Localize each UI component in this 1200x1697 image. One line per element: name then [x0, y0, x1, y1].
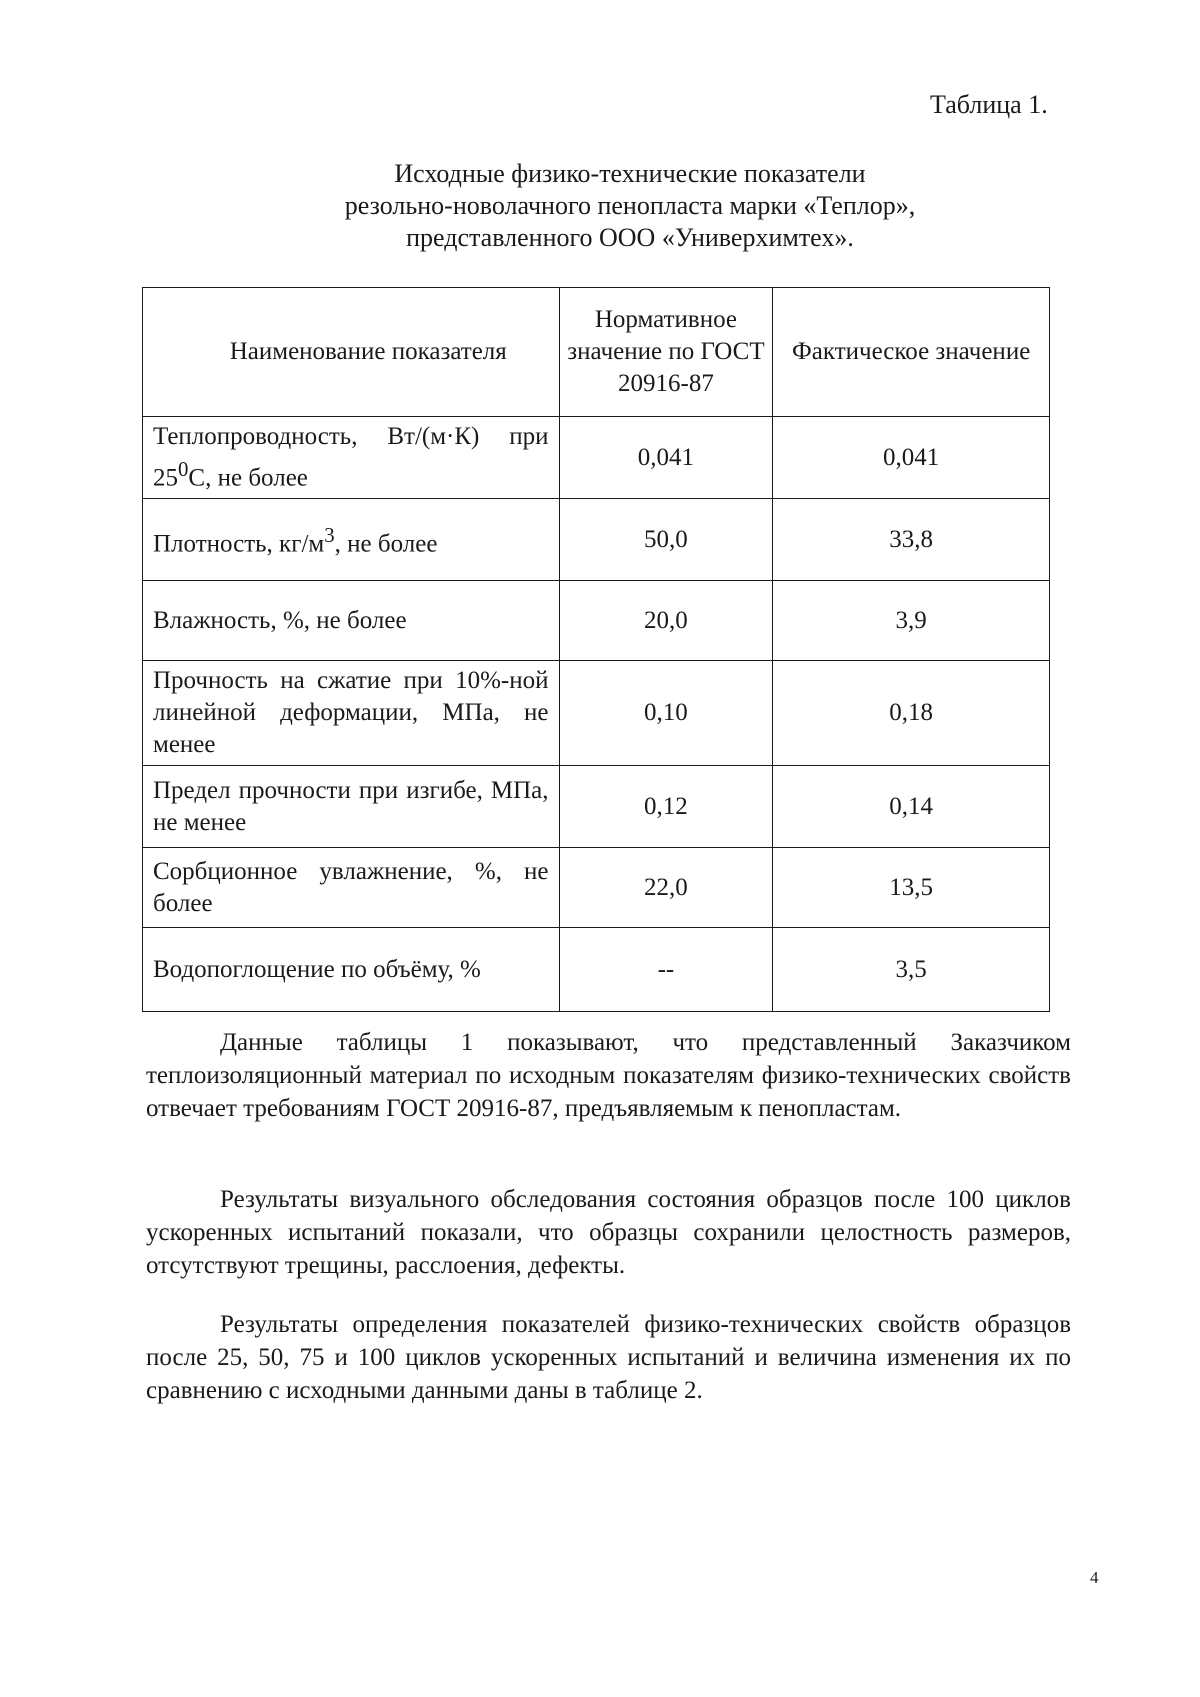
indicator-name: [143, 417, 560, 499]
paragraph: Результаты определения показателей физико-технических свойств образцов после 25, 50, 75 и 100 циклов ускоренных испытаний и величина изменения их по сравнению с исходными данными даны в таблице 2.: [146, 1311, 1071, 1404]
indicator-name-text: Плотность, кг/м: [153, 530, 325, 558]
normative-value: 20,0: [559, 581, 773, 661]
page-number: 4: [1090, 1568, 1099, 1587]
indicator-name-text: , не более: [334, 530, 438, 558]
table-title-line: резольно-новолачного пенопласта марки «Теплор»,: [344, 191, 916, 220]
actual-value: 33,8: [773, 499, 1050, 581]
normative-value: 50,0: [559, 499, 773, 581]
indicator-name: Сорбционное увлажнение, %, не более: [143, 848, 560, 928]
table-title-line: представленного ООО «Универхимтех».: [406, 223, 854, 252]
table-row: [143, 581, 1050, 661]
actual-value: 13,5: [773, 848, 1050, 928]
indicator-name: Предел прочности при изгибе, МПа, не менее: [143, 766, 560, 848]
table-row: [143, 417, 1050, 499]
properties-table: [142, 287, 1050, 1012]
actual-value: 3,9: [773, 581, 1050, 661]
table-row: [143, 499, 1050, 581]
actual-value: 0,18: [773, 661, 1050, 766]
actual-value: 0,041: [773, 417, 1050, 499]
normative-value: --: [559, 928, 773, 1012]
header-actual-value: Фактическое значение: [773, 288, 1050, 417]
actual-value: 0,14: [773, 766, 1050, 848]
indicator-name: Водопоглощение по объёму, %: [143, 928, 560, 1012]
indicator-name: Прочность на сжатие при 10%-ной линейной деформации, МПа, не менее: [143, 661, 560, 766]
indicator-name: [143, 499, 560, 581]
normative-value: 0,12: [559, 766, 773, 848]
table-row: [143, 766, 1050, 848]
header-normative-value: Нормативное значение по ГОСТ 20916-87: [559, 288, 773, 417]
superscript: 3: [324, 523, 335, 548]
table-header-row: [143, 288, 1050, 417]
normative-value: 22,0: [559, 848, 773, 928]
table-title: [300, 158, 960, 254]
indicator-name-text: Теплопроводность, Вт/(м·К) при 25: [153, 423, 549, 492]
header-indicator-name: Наименование показателя: [143, 288, 560, 417]
actual-value: 3,5: [773, 928, 1050, 1012]
table-title-line: Исходные физико-технические показатели: [394, 159, 866, 188]
paragraph: Результаты визуального обследования состояния образцов после 100 циклов ускоренных испытаний показали, что образцы сохранили целостность размеров, отсутствуют трещины, расслоения, дефекты.: [146, 1186, 1071, 1279]
table-row: [143, 928, 1050, 1012]
indicator-name-text: С, не более: [188, 464, 308, 492]
table-row: [143, 661, 1050, 766]
normative-value: 0,10: [559, 661, 773, 766]
table-row: [143, 848, 1050, 928]
paragraph: Данные таблицы 1 показывают, что представленный Заказчиком теплоизоляционный материал по исходным показателям физико-технических свойств отвечает требованиям ГОСТ 20916-87, предъявляемым к пенопластам.: [146, 1029, 1071, 1122]
normative-value: 0,041: [559, 417, 773, 499]
superscript: 0: [178, 457, 189, 481]
indicator-name: Влажность, %, не более: [143, 581, 560, 661]
table-label: Таблица 1.: [930, 90, 1048, 119]
